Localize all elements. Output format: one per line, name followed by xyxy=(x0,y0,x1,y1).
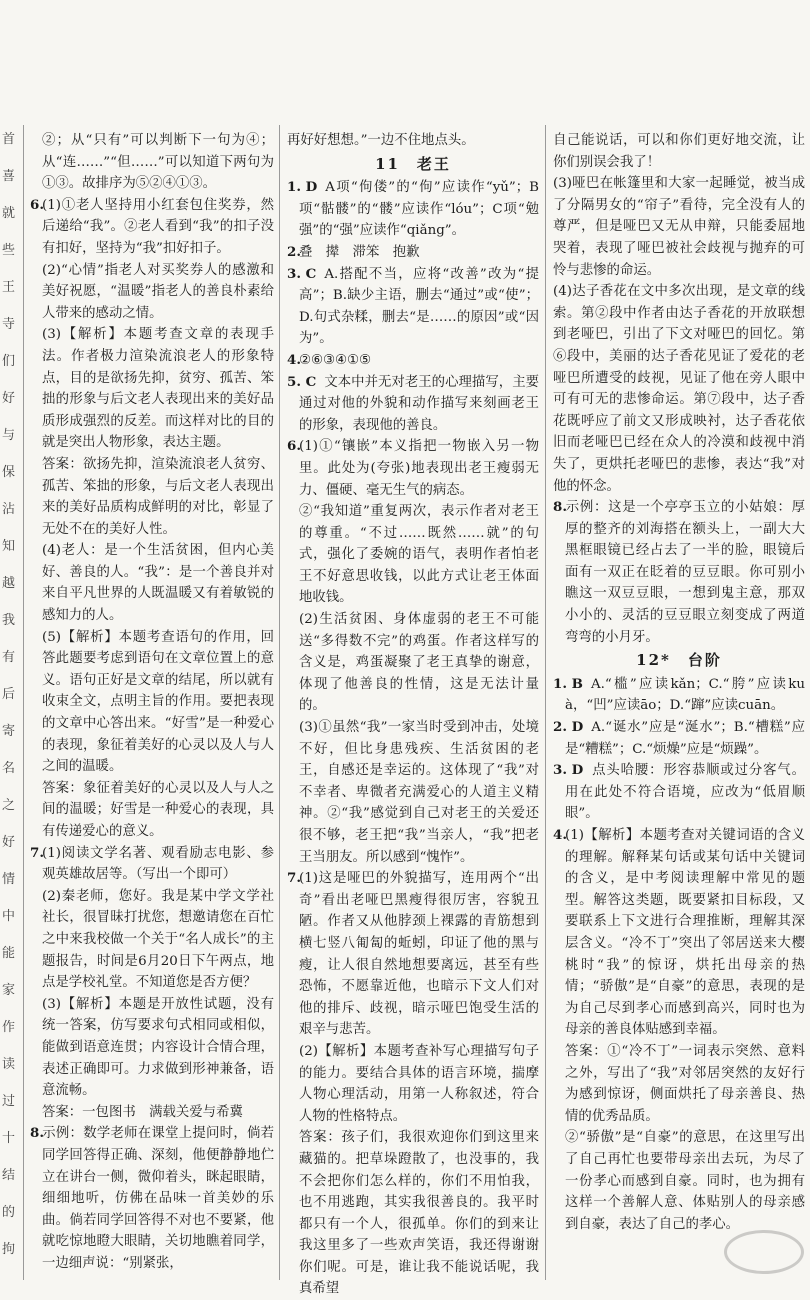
item-number: 7. xyxy=(287,870,301,887)
item-text: (5)【解析】本题考查语句的作用，回答此题要考虑到语句在文章位置上的意义。语句正好是文章的结尾，所以就有收束全文，点明主旨的作用。要把表现的文章中心答出来。“好雪”是一种爱心的表现，象征着美好的心灵以及人与人之间的温暖。 xyxy=(42,629,274,775)
answer-item xyxy=(287,609,539,717)
edge-character: 结 xyxy=(2,1168,16,1183)
item-text: (1)这是哑巴的外貌描写，连用两个“出奇”看出老哑巴黑瘦得很厉害，容貌丑陋。作者又从他脖颈上裸露的青筋想到横七竖八匍匐的蚯蚓，印证了他的黑与瘦，让人很自然地想要离远，甚至有些恐怖，不愿靠近他，也暗示下文人们对他的排斥、歧视，暗示哑巴饱受生活的艰辛与悲苦。 xyxy=(299,871,539,1038)
item-number: 3. C xyxy=(287,265,317,282)
item-number: 3. D xyxy=(553,762,584,779)
item-text: ②⑥③④①⑤ xyxy=(299,352,372,368)
item-text: A.搭配不当，应将“改善”改为“提高”；B.缺少主语，删去“通过”或“使”；D.句式杂糅，删去“是……的原因”或“因为”。 xyxy=(299,266,539,347)
answer-column-1 xyxy=(30,130,274,1278)
item-text: 示例：数学老师在课堂上提问时，倘若同学回答得正确、深刻，他便静静地伫立在讲台一侧，微仰着头，眯起眼睛，细细地听，仿佛在品味一首美妙的乐曲。倘若同学回答得不对也不要紧，他就吃惊地瞪大眼睛，关切地瞧着同学，一边细声说：“别紧张， xyxy=(42,1126,274,1271)
answer-item xyxy=(30,195,274,260)
item-text: 答案：欲扬先抑，渲染流浪老人贫穷、孤苦、笨拙的形象，与后文老人表现出来的美好品质构成鲜明的对比，彰显了无处不在的美好人性。 xyxy=(42,456,274,537)
answer-item xyxy=(287,177,539,242)
item-text: ②；从“只有”可以判断下一句为④；从“连……”“但……”可以知道下两句为①③。故排序为⑤②④①③。 xyxy=(42,133,274,192)
item-text: 答案：①“冷不丁”一词表示突然、意料之外，写出了“我”对邻居突然的友好行为感到惊讶，侧面烘托了母亲善良、热情的优秀品质。 xyxy=(565,1043,805,1124)
answer-item xyxy=(287,501,539,609)
edge-character: 情 xyxy=(2,872,16,887)
answer-item xyxy=(30,540,274,626)
item-text: A项“佝偻”的“佝”应读作“yǔ”；B项“骷髅”的“髅”应读作“lóu”；C项“勉强”的“强”应读作“qiǎng”。 xyxy=(299,180,539,239)
item-text: (1)【解析】本题考查对关键词语的含义的理解。解释某句话或某句话中关键词的含义，是中考阅读理解中常见的题型。解答这类题，既要紧扣目标段，又要联系上下文进行合理推断，理解其深层含义。“冷不丁”突出了邻居送来大樱桃时“我”的惊讶，烘托出母亲的热情；“骄傲”是“自豪”的意思，表现的是为自己尽到孝心而感到高兴，同时也为母亲的善良体贴感到幸福。 xyxy=(565,828,805,1038)
item-text: (1)①老人坚持用小红套包住奖券，然后递给“我”。②老人看到“我”的扣子没有扣好，坚持为“我”扣好扣子。 xyxy=(42,197,274,256)
answer-item xyxy=(30,778,274,843)
answer-item xyxy=(30,843,274,886)
edge-character: 好 xyxy=(2,835,16,850)
item-text: A.“槛”应读kǎn；C.“胯”应读kuà，“凹”应读āo；D.“蹿”应读cuān。 xyxy=(565,676,805,714)
item-text: 示例：这是一个亭亭玉立的小姑娘：厚厚的整齐的刘海搭在额头上，一副大大黑框眼镜已经占去了一半的脸，眼镜后面有一双正在眨着的豆豆眼。你可别小瞧这一双豆豆眼，一想到鬼主意，那双小小的、灵活的豆豆眼立刻变成了两道弯弯的小月牙。 xyxy=(565,500,805,645)
item-number: 1. B xyxy=(553,675,583,692)
edge-character: 些 xyxy=(2,243,16,258)
answer-item xyxy=(30,994,274,1102)
answer-item xyxy=(30,454,274,540)
answer-column-3 xyxy=(553,130,805,1278)
item-text: ②“我知道”重复两次，表示作者对老王的尊重。“不过……既然……就”的句式，强化了委婉的语气，表明作者怕老王不好意思收钱，以此方式让老王体面地收钱。 xyxy=(299,504,539,606)
answer-item xyxy=(287,436,539,501)
answer-item xyxy=(30,627,274,778)
item-number: 5. C xyxy=(287,373,317,390)
answer-item xyxy=(287,264,539,350)
edge-character: 与 xyxy=(2,428,16,443)
edge-character: 作 xyxy=(2,1020,16,1035)
left-page-edge xyxy=(0,125,20,1275)
answer-item xyxy=(287,372,539,437)
item-text: 答案：一包图书 满载关爱与希冀 xyxy=(42,1104,243,1120)
item-text: (3)①虽然“我”一家当时受到冲击，处境不好，但比身患残疾、生活贫困的老王，自感还是幸运的。这体现了“我”对不幸者、卑微者充满爱心的人道主义精神。②“我”感觉到自己对老王的关爱还很不够，老王把“我”当亲人，“我”把老王当朋友。所以感到“愧怍”。 xyxy=(299,720,539,865)
edge-character: 首 xyxy=(2,132,16,147)
item-text: (2)生活贫困、身体虚弱的老王不可能送“多得数不完”的鸡蛋。作者这样写的含义是，鸡蛋凝聚了老王真挚的谢意，体现了他善良的性情，这是无法计量的。 xyxy=(299,612,539,714)
column-divider xyxy=(23,125,24,1280)
edge-character: 拘 xyxy=(2,1242,16,1257)
paragraph: 再好好想想。”一边不住地点头。 xyxy=(287,133,475,148)
watermark-stamp xyxy=(724,1230,804,1274)
item-text: 叠 撵 滞笨 抱歉 xyxy=(299,244,420,260)
item-number: 4. xyxy=(287,351,301,368)
item-number: 6. xyxy=(287,438,301,455)
section-title-lao-wang: 11 老王 xyxy=(375,154,451,173)
edge-character: 的 xyxy=(2,1205,16,1220)
edge-character: 保 xyxy=(2,465,16,480)
answer-column-2 xyxy=(287,130,539,1297)
column-divider xyxy=(279,125,280,1280)
edge-character: 后 xyxy=(2,687,16,702)
edge-character: 之 xyxy=(2,798,16,813)
answer-item xyxy=(553,825,805,1041)
item-text: 答案：象征着美好的心灵以及人与人之间的温暖；好雪是一种爱心的表现，具有传递爱心的意义。 xyxy=(42,780,274,839)
answer-item xyxy=(553,1041,805,1127)
item-text: 点头哈腰：形容恭顺或过分客气。用在此处不符合语境，应改为“低眉顺眼”。 xyxy=(565,763,805,822)
edge-character: 寺 xyxy=(2,317,16,332)
answer-item xyxy=(30,130,274,195)
edge-character: 中 xyxy=(2,909,16,924)
answer-item xyxy=(30,260,274,325)
answer-item xyxy=(287,717,539,868)
answer-item xyxy=(553,1127,805,1235)
edge-character: 有 xyxy=(2,650,16,665)
edge-character: 越 xyxy=(2,576,16,591)
item-number: 8. xyxy=(30,1125,44,1142)
item-number: 7. xyxy=(30,844,44,861)
edge-character: 名 xyxy=(2,761,16,776)
column-divider xyxy=(545,125,546,1280)
answer-item xyxy=(553,760,805,825)
item-number: 6. xyxy=(30,196,44,213)
item-text: A.“诞水”应是“涎水”；B.“槽糕”应是“糟糕”；C.“烦燥”应是“烦躁”。 xyxy=(565,720,805,757)
edge-character: 沾 xyxy=(2,502,16,517)
item-number: 2. xyxy=(287,243,301,260)
edge-character: 能 xyxy=(2,946,16,961)
edge-character: 过 xyxy=(2,1094,16,1109)
edge-character: 好 xyxy=(2,391,16,406)
item-text: (4)老人：是一个生活贫困，但内心美好、善良的人。“我”：是一个善良并对来自平凡世界的人既温暖又有着敏锐的感知力的人。 xyxy=(42,543,274,624)
edge-character: 知 xyxy=(2,539,16,554)
answer-item xyxy=(30,1123,274,1274)
answer-item xyxy=(287,242,539,264)
edge-character: 读 xyxy=(2,1057,16,1072)
item-number: 4. xyxy=(553,827,567,843)
item-text: (3)【解析】本题是开放性试题，没有统一答案，仿写要求句式相同或相似，能做到语意连贯；内容设计合情合理，表述正确即可。力求做到形神兼备，语意流畅。 xyxy=(42,996,274,1099)
item-text: 答案：孩子们，我很欢迎你们到这里来藏猫的。把草垛蹬散了，也没事的，我不会把你们怎么样的，你们不用怕我，也不用逃跑，其实我很善良的。我平时都只有一个人，很孤单。你们的到来让我这里多了一些欢声笑语，我还得谢谢你们呢。可是，谁让我不能说话呢，我真希望 xyxy=(299,1130,539,1297)
item-text: (1)①“镶嵌”本义指把一物嵌入另一物里。此处为(夸张)地表现出老王瘦弱无力、僵硬、毫无生气的病态。 xyxy=(299,439,539,498)
item-number: 1. D xyxy=(287,179,318,196)
edge-character: 王 xyxy=(2,280,16,295)
edge-character: 十 xyxy=(2,1131,16,1146)
item-number: 8. xyxy=(553,499,567,516)
item-text: (2)秦老师，您好。我是某中学文学社社长，很冒昧打扰您，想邀请您在百忙之中来我校做一个关于“名人成长”的主题报告，时间是6月20日下午两点，地点是学校礼堂。不知道您是否方便？ xyxy=(42,888,274,991)
answer-item xyxy=(553,674,805,717)
edge-character: 喜 xyxy=(2,169,16,184)
item-text: ②“骄傲”是“自豪”的意思，在这里写出了自己再忙也要带母亲出去玩，为尽了一份孝心而感到自豪。同时，也为拥有这样一个善解人意、体贴别人的母亲感到自豪，表达了自己的孝心。 xyxy=(565,1130,805,1232)
edge-character: 家 xyxy=(2,983,16,998)
answer-item xyxy=(553,717,805,760)
edge-character: 们 xyxy=(2,354,16,369)
answer-item xyxy=(30,1102,274,1124)
item-text: 文本中并无对老王的心理描写，主要通过对他的外貌和动作描写来刻画老王的形象，表现他的善良。 xyxy=(299,374,539,433)
answer-item xyxy=(553,497,805,648)
answer-item xyxy=(287,1041,539,1127)
item-text: (1)阅读文学名著、观看励志电影、参观英雄故居等。（写出一个即可） xyxy=(42,845,274,883)
paragraph: (4)达子香花在文中多次出现，是文章的线索。第②段中作者由达子香花的开放联想到老哑巴，引出了下文对哑巴的回忆。第⑥段中，美丽的达子香花见证了爱花的老哑巴所遭受的歧视，见证了他在旁人眼中可有可无的悲惨命运。第⑦段中，达子香花既呼应了前文又形成映衬，达子香花依旧而老哑巴已经在众人的冷漠和歧视中消失了，更烘托老哑巴的悲惨，表达“我”对他的怀念。 xyxy=(553,284,805,494)
answer-item xyxy=(287,868,539,1041)
edge-character: 就 xyxy=(2,206,16,221)
paragraph: (3)哑巴在帐篷里和大家一起睡觉，被当成了分隔男女的“帘子”看待，完全没有人的尊严，但是哑巴又无从申辩，只能委屈地哭着，表现了哑巴被社会歧视与抛弃的可怜与悲惨的命运。 xyxy=(553,176,805,278)
item-text: (3)【解析】本题考查文章的表现手法。作者极力渲染流浪老人的形象特点，目的是欲扬先抑，贫穷、孤苦、笨拙的形象与后文老人表现出来的美好品质形成强烈的反差。而这样对比的目的就是突出人物形象，表达主题。 xyxy=(42,327,274,451)
answer-item xyxy=(287,350,539,372)
item-number: 2. D xyxy=(553,719,584,736)
edge-character: 我 xyxy=(2,613,16,628)
answer-item xyxy=(287,1127,539,1300)
edge-character: 寄 xyxy=(2,724,16,739)
item-text: (2)【解析】本题考查补写心理描写句子的能力。要结合具体的语言环境，揣摩人物心理活动，用第一人称叙述，符合人物的性格特点。 xyxy=(299,1043,539,1124)
answer-item xyxy=(30,886,274,994)
paragraph: 自己能说话，可以和你们更好地交流，让你们别误会我了！ xyxy=(553,133,805,170)
answer-item xyxy=(30,324,274,454)
item-text: (2)“心情”指老人对买奖券人的感激和美好祝愿，“温暖”指老人的善良朴素给人带来的感动之情。 xyxy=(42,262,274,321)
section-title-tai-jie: 12* 台阶 xyxy=(636,651,722,670)
